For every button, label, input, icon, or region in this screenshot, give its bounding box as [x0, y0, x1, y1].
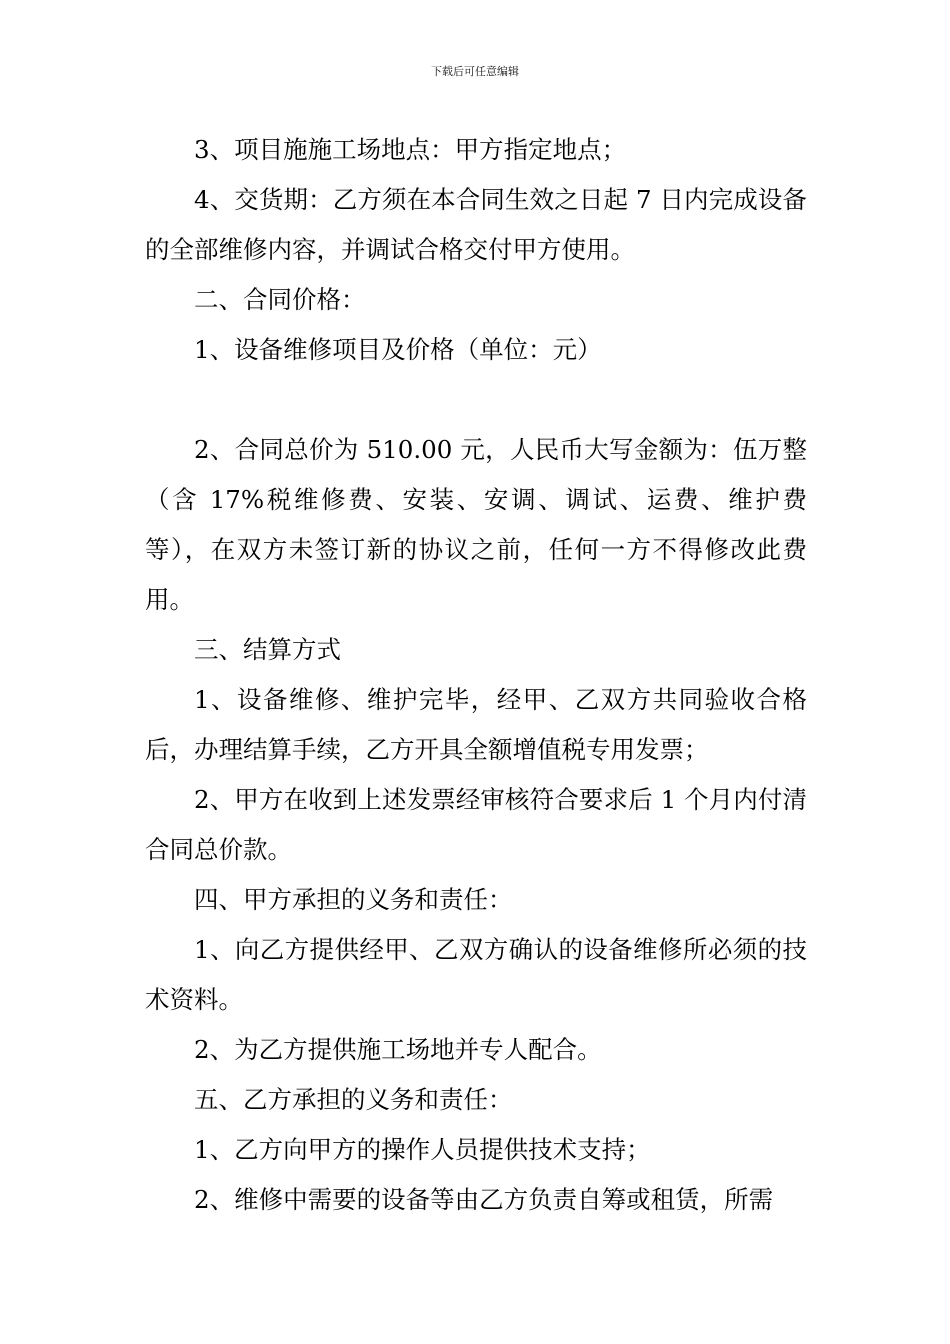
paragraph-total-price: 2、合同总价为 510.00 元，人民币大写金额为：伍万整（含 17%税维修费、安装、安调、调试、运费、维护费等），在双方未签订新的协议之前，任何一方不得修改此费用。 [145, 435, 807, 614]
contract-body [145, 125, 807, 1225]
section-heading-party-b-duties: 五、乙方承担的义务和责任： [194, 1085, 513, 1114]
section-heading-contract-price: 二、合同价格： [194, 285, 366, 314]
paragraph-party-b-duty-1: 1、乙方向甲方的操作人员提供技术支持； [194, 1135, 651, 1164]
paragraph-party-a-duty-1: 1、向乙方提供经甲、乙双方确认的设备维修所必须的技术资料。 [145, 935, 807, 1014]
section-heading-party-a-duties: 四、甲方承担的义务和责任： [194, 885, 513, 914]
paragraph-delivery-period: 4、交货期：乙方须在本合同生效之日起 7 日内完成设备的全部维修内容，并调试合格交付甲方使用。 [145, 185, 807, 264]
paragraph-party-b-duty-2: 2、维修中需要的设备等由乙方负责自筹或租赁，所需 [194, 1185, 774, 1214]
section-heading-settlement: 三、结算方式 [194, 635, 341, 664]
paragraph-party-a-duty-2: 2、为乙方提供施工场地并专人配合。 [194, 1035, 602, 1064]
paragraph-price-items: 1、设备维修项目及价格（单位：元） [194, 335, 602, 364]
paragraph-settlement-1: 1、设备维修、维护完毕，经甲、乙双方共同验收合格后，办理结算手续，乙方开具全额增值税专用发票； [145, 685, 807, 764]
page-header-note: 下载后可任意编辑 [431, 65, 519, 78]
paragraph-site-location: 3、项目施施工场地点：甲方指定地点； [194, 135, 627, 164]
blank-space [145, 375, 807, 425]
paragraph-settlement-2: 2、甲方在收到上述发票经审核符合要求后 1 个月内付清合同总价款。 [145, 785, 807, 864]
